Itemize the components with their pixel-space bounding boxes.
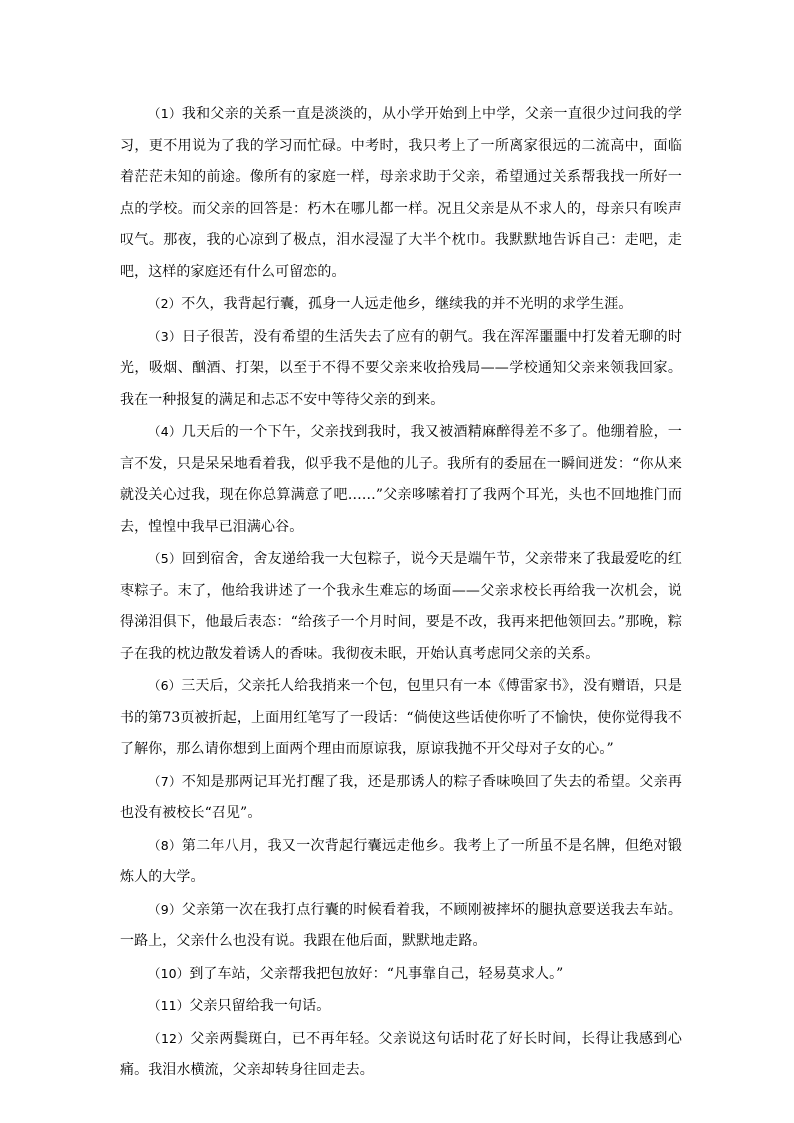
paragraph-text: 几天后的一个下午，父亲找到我时，我又被酒精麻醉得差不多了。他绷着脸，一言不发，只是呆呆地看着我，似乎我不是他的儿子。我所有的委屈在一瞬间迸发：“你从来就没关心过我，现在你总算满意了吧……”父亲哆嗦着打了我两个耳光，头也不回地推门而去，惶惶中我早已泪满心谷。 [120,424,682,535]
paragraph-number: （4） [148,424,182,439]
paragraph-text: 第二年八月，我又一次背起行囊远走他乡。我考上了一所虽不是名牌，但绝对锻炼人的大学。 [120,837,682,885]
paragraph-number: （11） [148,998,190,1013]
paragraph-number: （7） [148,773,182,789]
paragraph-number: （8） [148,837,182,853]
paragraph-9 [120,894,682,958]
paragraph-text: 不知是那两记耳光打醒了我，还是那诱人的粽子香味唤回了失去的希望。父亲再也没有被校长“召见”。 [120,773,682,821]
paragraph-number: （2） [148,296,182,311]
paragraph-number: （3） [148,328,182,344]
paragraph-number: （5） [148,551,182,566]
paragraph-text: 日子很苦，没有希望的生活失去了应有的朝气。我在浑浑噩噩中打发着无聊的时光，吸烟、酗酒、打架，以至于不得不要父亲来收拾残局——学校通知父亲来领我回家。我在一种报复的满足和忐忑不安中等待父亲的到来。 [120,328,682,408]
paragraph-12 [120,1023,682,1087]
paragraph-8 [120,830,682,894]
paragraph-5 [120,543,682,670]
paragraph-4 [120,416,682,543]
paragraph-text: 三天后，父亲托人给我捎来一个包，包里只有一本《傅雷家书》，没有赠语，只是书的第73页被折起，上面用红笔写了一段话：“倘使这些话使你听了不愉快，使你觉得我不了解你，那么请你想到上面两个理由而原谅我，原谅我抛不开父母对子女的心。” [120,678,682,757]
paragraph-number: （9） [148,901,182,917]
paragraph-text: 到了车站，父亲帮我把包放好：“凡事靠自己，轻易莫求人。” [189,965,564,982]
paragraph-number: （6） [148,678,182,693]
paragraph-11 [120,990,682,1023]
paragraph-1 [120,98,682,288]
paragraph-text: 不久，我背起行囊，孤身一人远走他乡，继续我的并不光明的求学生涯。 [181,296,633,312]
paragraph-text: 父亲第一次在我打点行囊的时候看着我，不顾刚被摔坏的腿执意要送我去车站。一路上，父亲什么也没有说。我跟在他后面，默默地走路。 [120,901,682,949]
paragraph-text: 父亲只留给我一句话。 [189,998,331,1014]
paragraph-2 [120,288,682,321]
paragraph-text: 回到宿舍，舍友递给我一大包粽子，说今天是端午节，父亲带来了我最爱吃的红枣粽子。末了，他给我讲述了一个我永生难忘的场面——父亲求校长再给我一次机会，说得涕泪俱下，他最后表态：“给孩子一个月时间，要是不改，我再来把他领回去。”那晚，粽子在我的枕边散发着诱人的香味。我彻夜未眠，开始认真考虑同父亲的关系。 [120,551,682,662]
paragraph-7 [120,766,682,830]
paragraph-text: 我和父亲的关系一直是淡淡的，从小学开始到上中学，父亲一直很少过问我的学习，更不用说为了我的学习而忙碌。中考时，我只考上了一所离家很远的二流高中，面临着茫茫未知的前途。像所有的家庭一样，母亲求助于父亲，希望通过关系帮我找一所好一点的学校。而父亲的回答是：朽木在哪儿都一样。况且父亲是从不求人的，母亲只有唉声叹气。那夜，我的心凉到了极点，泪水浸湿了大半个枕巾。我默默地告诉自己：走吧，走吧，这样的家庭还有什么可留恋的。 [120,106,682,280]
paragraph-6 [120,670,682,766]
paragraph-number: （1） [148,106,182,121]
paragraph-10 [120,958,682,991]
paragraph-3 [120,321,682,417]
paragraph-text: 父亲两鬓斑白，已不再年轻。父亲说这句话时花了好长时间，长得让我感到心痛。我泪水横流，父亲却转身往回走去。 [120,1030,682,1078]
paragraph-number: （12） [148,1030,191,1046]
document-page [120,98,682,1087]
paragraph-number: （10） [148,965,190,981]
